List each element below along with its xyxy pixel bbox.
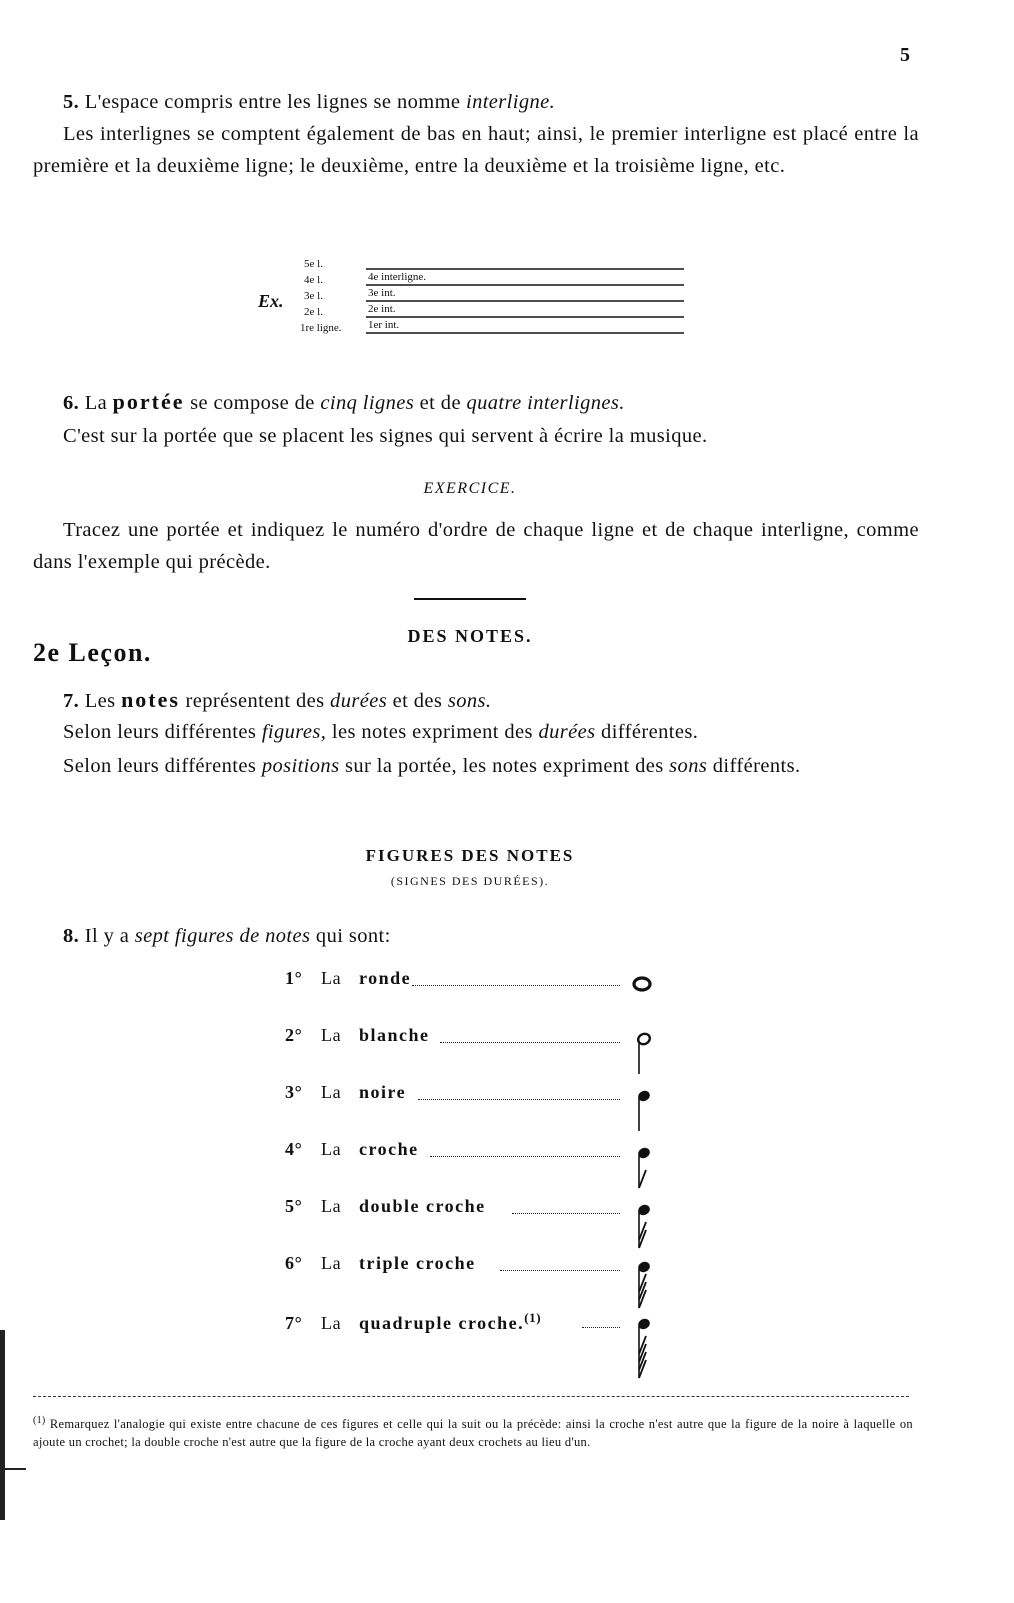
term-portee: portée bbox=[112, 389, 185, 414]
paragraph-6: 6. La portée se compose de cinq lignes et de quatre interlignes. bbox=[63, 389, 625, 414]
footnote-separator bbox=[33, 1396, 909, 1397]
staff-space-label-2: 2e int. bbox=[368, 303, 396, 315]
term-interligne: interligne. bbox=[465, 91, 556, 113]
footnote-ref: (1) bbox=[524, 1310, 542, 1325]
note-row-triple-croche: 6° La triple croche bbox=[285, 1253, 476, 1273]
note-row-croche: 4° La croche bbox=[285, 1139, 419, 1159]
footnote bbox=[33, 1412, 913, 1451]
page-number: 5 bbox=[900, 44, 910, 66]
blanche-icon bbox=[636, 1032, 651, 1074]
leader-dots bbox=[412, 985, 620, 986]
ronde-icon bbox=[634, 978, 650, 990]
leader-dots bbox=[582, 1327, 620, 1328]
staff-space-label-1: 1er int. bbox=[368, 319, 400, 331]
double-croche-icon bbox=[636, 1203, 651, 1248]
staff-line-label-1: 1re ligne. bbox=[300, 322, 342, 334]
staff-line-label-2: 2e l. bbox=[304, 306, 323, 318]
staff-line-label-4: 4e l. bbox=[304, 274, 323, 286]
lesson-heading: 2e Leçon. bbox=[33, 638, 152, 667]
leader-dots bbox=[440, 1042, 620, 1043]
example-label: Ex. bbox=[258, 291, 284, 311]
paragraph-6-continued: C'est sur la portée que se placent les signes qui servent à écrire la musique. bbox=[63, 425, 708, 447]
noire-icon bbox=[636, 1089, 651, 1131]
paragraph-number: 6. bbox=[63, 392, 80, 414]
paragraph-5-continued: Les interlignes se comptent également de bas en haut; ainsi, le premier interligne est placé entre la première et la deuxième ligne; le deuxième, entre la deuxième et la troisième ligne, etc. bbox=[33, 123, 919, 177]
paragraph-7-line-2: Selon leurs différentes figures, les notes expriment des durées différentes. bbox=[63, 721, 699, 743]
term-notes: notes bbox=[121, 687, 180, 712]
quadruple-croche-icon bbox=[636, 1317, 651, 1378]
paragraph-7: 7. Les notes représentent des durées et des sons. bbox=[63, 687, 492, 712]
footnote-marker: (1) bbox=[33, 1415, 46, 1426]
figures-subtitle: (SIGNES DES DURÉES). bbox=[390, 874, 550, 888]
exercice-text: Tracez une portée et indiquez le numéro d'ordre de chaque ligne et de chaque interligne, comme dans l'exemple qui précède. bbox=[33, 519, 919, 573]
staff-line-label-5: 5e l. bbox=[304, 258, 323, 270]
paragraph-5 bbox=[33, 86, 919, 118]
note-row-quadruple-croche: 7° La quadruple croche.$^{(1)}$ bbox=[285, 1310, 542, 1333]
paragraph-number: 8. bbox=[63, 925, 80, 947]
paragraph-7-line-3: Selon leurs différentes positions sur la portée, les notes expriment des sons différents. bbox=[63, 755, 801, 777]
croche-icon bbox=[636, 1146, 651, 1188]
scan-margin-mark bbox=[0, 1468, 26, 1470]
triple-croche-icon bbox=[636, 1260, 651, 1308]
leader-dots bbox=[430, 1156, 620, 1157]
paragraph-8: 8. Il y a sept figures de notes qui sont: bbox=[63, 925, 391, 947]
scan-margin-mark bbox=[0, 1330, 5, 1520]
leader-dots bbox=[500, 1270, 620, 1271]
note-row-noire: 3° La noire bbox=[285, 1082, 407, 1102]
paragraph-number: 5. bbox=[63, 91, 80, 113]
exercice-title: EXERCICE. bbox=[423, 480, 517, 497]
paragraph-number: 7. bbox=[63, 690, 80, 712]
staff-example bbox=[258, 255, 688, 340]
footnote-text: Remarquez l'analogie qui existe entre chacune de ces figures et celle qui la suit ou la précède: ainsi la croche n'est autre que la figure de la noire à laquelle on ajoute un crochet; la double croche n'est autre que la figure de la croche ayant deux crochets au lieu d'un. bbox=[33, 1417, 913, 1450]
section-divider bbox=[414, 598, 526, 600]
leader-dots bbox=[418, 1099, 620, 1100]
staff-space-label-3: 3e int. bbox=[368, 287, 396, 299]
staff-space-label-4: 4e interligne. bbox=[368, 271, 427, 283]
note-row-ronde: 1° La ronde bbox=[285, 968, 412, 988]
figures-title: FIGURES DES NOTES bbox=[365, 846, 575, 865]
note-row-double-croche: 5° La double croche bbox=[285, 1196, 486, 1216]
staff-line-label-3: 3e l. bbox=[304, 290, 323, 302]
note-row-blanche: 2° La blanche bbox=[285, 1025, 430, 1045]
note-glyphs bbox=[624, 966, 664, 1386]
lesson-title: DES NOTES. bbox=[407, 626, 533, 646]
paragraph-text: L'espace compris entre les lignes se nomme bbox=[84, 91, 466, 113]
leader-dots bbox=[512, 1213, 620, 1214]
